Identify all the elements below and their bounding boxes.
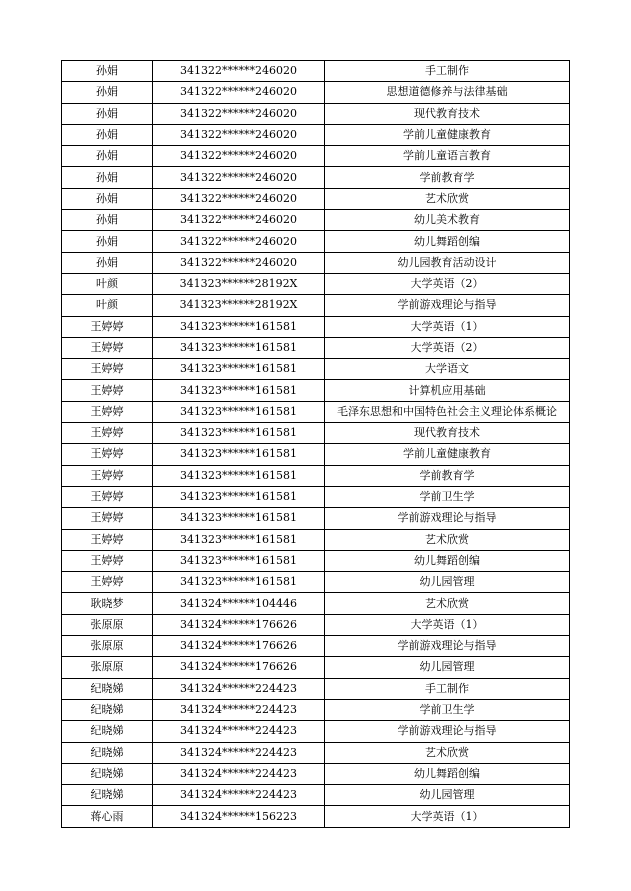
table-row <box>62 82 570 103</box>
course-cell: 大学英语（1） <box>325 806 570 827</box>
course-cell: 艺术欣赏 <box>325 593 570 614</box>
id-number-cell: 341322******246020 <box>153 146 325 167</box>
name-cell: 王婷婷 <box>62 316 153 337</box>
table-row <box>62 359 570 380</box>
course-cell: 大学英语（2） <box>325 337 570 358</box>
name-cell: 孙娟 <box>62 231 153 252</box>
table-row <box>62 210 570 231</box>
course-cell: 艺术欣赏 <box>325 188 570 209</box>
table-row <box>62 614 570 635</box>
table-row <box>62 103 570 124</box>
course-cell: 现代教育技术 <box>325 423 570 444</box>
course-cell: 艺术欣赏 <box>325 742 570 763</box>
id-number-cell: 341324******224423 <box>153 721 325 742</box>
table-row <box>62 124 570 145</box>
name-cell: 孙娟 <box>62 146 153 167</box>
table-row <box>62 721 570 742</box>
id-number-cell: 341322******246020 <box>153 61 325 82</box>
course-cell: 现代教育技术 <box>325 103 570 124</box>
course-cell: 幼儿舞蹈创编 <box>325 763 570 784</box>
id-number-cell: 341323******161581 <box>153 550 325 571</box>
table-row <box>62 657 570 678</box>
name-cell: 王婷婷 <box>62 337 153 358</box>
course-cell: 手工制作 <box>325 61 570 82</box>
id-number-cell: 341322******246020 <box>153 82 325 103</box>
name-cell: 孙娟 <box>62 210 153 231</box>
id-number-cell: 341323******161581 <box>153 486 325 507</box>
course-cell: 大学英语（1） <box>325 614 570 635</box>
table-row <box>62 593 570 614</box>
id-number-cell: 341324******156223 <box>153 806 325 827</box>
name-cell: 孙娟 <box>62 188 153 209</box>
id-number-cell: 341323******161581 <box>153 572 325 593</box>
name-cell: 纪晓娣 <box>62 721 153 742</box>
name-cell: 蒋心雨 <box>62 806 153 827</box>
table-row <box>62 444 570 465</box>
name-cell: 孙娟 <box>62 61 153 82</box>
name-cell: 叶颜 <box>62 273 153 294</box>
name-cell: 耿晓梦 <box>62 593 153 614</box>
course-cell: 幼儿园管理 <box>325 657 570 678</box>
table-row <box>62 572 570 593</box>
table-body <box>62 61 570 828</box>
id-number-cell: 341324******176626 <box>153 657 325 678</box>
id-number-cell: 341323******161581 <box>153 444 325 465</box>
table-row <box>62 295 570 316</box>
course-cell: 幼儿园教育活动设计 <box>325 252 570 273</box>
table-row <box>62 167 570 188</box>
table-row <box>62 380 570 401</box>
course-cell: 幼儿舞蹈创编 <box>325 550 570 571</box>
id-number-cell: 341324******224423 <box>153 785 325 806</box>
course-cell: 大学英语（2） <box>325 273 570 294</box>
name-cell: 王婷婷 <box>62 359 153 380</box>
id-number-cell: 341323******161581 <box>153 316 325 337</box>
id-number-cell: 341324******224423 <box>153 742 325 763</box>
id-number-cell: 341323******161581 <box>153 465 325 486</box>
table-row <box>62 550 570 571</box>
id-number-cell: 341322******246020 <box>153 252 325 273</box>
course-cell: 学前游戏理论与指导 <box>325 295 570 316</box>
course-cell: 大学语文 <box>325 359 570 380</box>
table-row <box>62 337 570 358</box>
name-cell: 王婷婷 <box>62 423 153 444</box>
name-cell: 纪晓娣 <box>62 699 153 720</box>
course-cell: 幼儿美术教育 <box>325 210 570 231</box>
course-cell: 大学英语（1） <box>325 316 570 337</box>
name-cell: 孙娟 <box>62 167 153 188</box>
id-number-cell: 341322******246020 <box>153 167 325 188</box>
name-cell: 王婷婷 <box>62 444 153 465</box>
name-cell: 纪晓娣 <box>62 678 153 699</box>
name-cell: 孙娟 <box>62 82 153 103</box>
course-cell: 学前游戏理论与指导 <box>325 508 570 529</box>
table-row <box>62 785 570 806</box>
table-row <box>62 231 570 252</box>
table-row <box>62 146 570 167</box>
table-row <box>62 742 570 763</box>
table-row <box>62 529 570 550</box>
id-number-cell: 341324******176626 <box>153 636 325 657</box>
name-cell: 王婷婷 <box>62 401 153 422</box>
table-row <box>62 699 570 720</box>
course-cell: 学前教育学 <box>325 167 570 188</box>
name-cell: 王婷婷 <box>62 550 153 571</box>
course-cell: 学前儿童健康教育 <box>325 124 570 145</box>
name-cell: 叶颜 <box>62 295 153 316</box>
table-row <box>62 273 570 294</box>
name-cell: 张原原 <box>62 636 153 657</box>
name-cell: 张原原 <box>62 614 153 635</box>
id-number-cell: 341322******246020 <box>153 103 325 124</box>
id-number-cell: 341324******104446 <box>153 593 325 614</box>
name-cell: 王婷婷 <box>62 529 153 550</box>
table-row <box>62 423 570 444</box>
name-cell: 王婷婷 <box>62 486 153 507</box>
id-number-cell: 341322******246020 <box>153 231 325 252</box>
course-cell: 幼儿舞蹈创编 <box>325 231 570 252</box>
id-number-cell: 341322******246020 <box>153 188 325 209</box>
id-number-cell: 341324******224423 <box>153 763 325 784</box>
table-row <box>62 61 570 82</box>
course-cell: 计算机应用基础 <box>325 380 570 401</box>
table-row <box>62 316 570 337</box>
name-cell: 孙娟 <box>62 124 153 145</box>
name-cell: 纪晓娣 <box>62 785 153 806</box>
id-number-cell: 341323******161581 <box>153 423 325 444</box>
table-row <box>62 486 570 507</box>
id-number-cell: 341323******161581 <box>153 508 325 529</box>
table-row <box>62 678 570 699</box>
name-cell: 孙娟 <box>62 252 153 273</box>
name-cell: 张原原 <box>62 657 153 678</box>
course-cell: 学前卫生学 <box>325 486 570 507</box>
id-number-cell: 341322******246020 <box>153 124 325 145</box>
id-number-cell: 341323******161581 <box>153 359 325 380</box>
course-cell: 幼儿园管理 <box>325 572 570 593</box>
table-row <box>62 636 570 657</box>
course-cell: 学前儿童语言教育 <box>325 146 570 167</box>
course-cell: 学前游戏理论与指导 <box>325 721 570 742</box>
student-course-table-container <box>61 60 570 828</box>
course-cell: 毛泽东思想和中国特色社会主义理论体系概论 <box>325 401 570 422</box>
course-cell: 艺术欣赏 <box>325 529 570 550</box>
id-number-cell: 341323******161581 <box>153 401 325 422</box>
table-row <box>62 188 570 209</box>
id-number-cell: 341323******28192X <box>153 273 325 294</box>
name-cell: 孙娟 <box>62 103 153 124</box>
table-row <box>62 401 570 422</box>
name-cell: 纪晓娣 <box>62 742 153 763</box>
table-row <box>62 252 570 273</box>
id-number-cell: 341323******161581 <box>153 337 325 358</box>
course-cell: 幼儿园管理 <box>325 785 570 806</box>
course-cell: 学前儿童健康教育 <box>325 444 570 465</box>
name-cell: 王婷婷 <box>62 380 153 401</box>
id-number-cell: 341324******224423 <box>153 699 325 720</box>
name-cell: 王婷婷 <box>62 572 153 593</box>
id-number-cell: 341322******246020 <box>153 210 325 231</box>
course-cell: 学前教育学 <box>325 465 570 486</box>
id-number-cell: 341323******28192X <box>153 295 325 316</box>
name-cell: 王婷婷 <box>62 508 153 529</box>
course-cell: 思想道德修养与法律基础 <box>325 82 570 103</box>
student-course-table <box>61 60 570 828</box>
course-cell: 学前卫生学 <box>325 699 570 720</box>
table-row <box>62 806 570 827</box>
course-cell: 学前游戏理论与指导 <box>325 636 570 657</box>
table-row <box>62 763 570 784</box>
id-number-cell: 341323******161581 <box>153 380 325 401</box>
id-number-cell: 341324******224423 <box>153 678 325 699</box>
table-row <box>62 508 570 529</box>
id-number-cell: 341323******161581 <box>153 529 325 550</box>
name-cell: 纪晓娣 <box>62 763 153 784</box>
name-cell: 王婷婷 <box>62 465 153 486</box>
course-cell: 手工制作 <box>325 678 570 699</box>
id-number-cell: 341324******176626 <box>153 614 325 635</box>
table-row <box>62 465 570 486</box>
